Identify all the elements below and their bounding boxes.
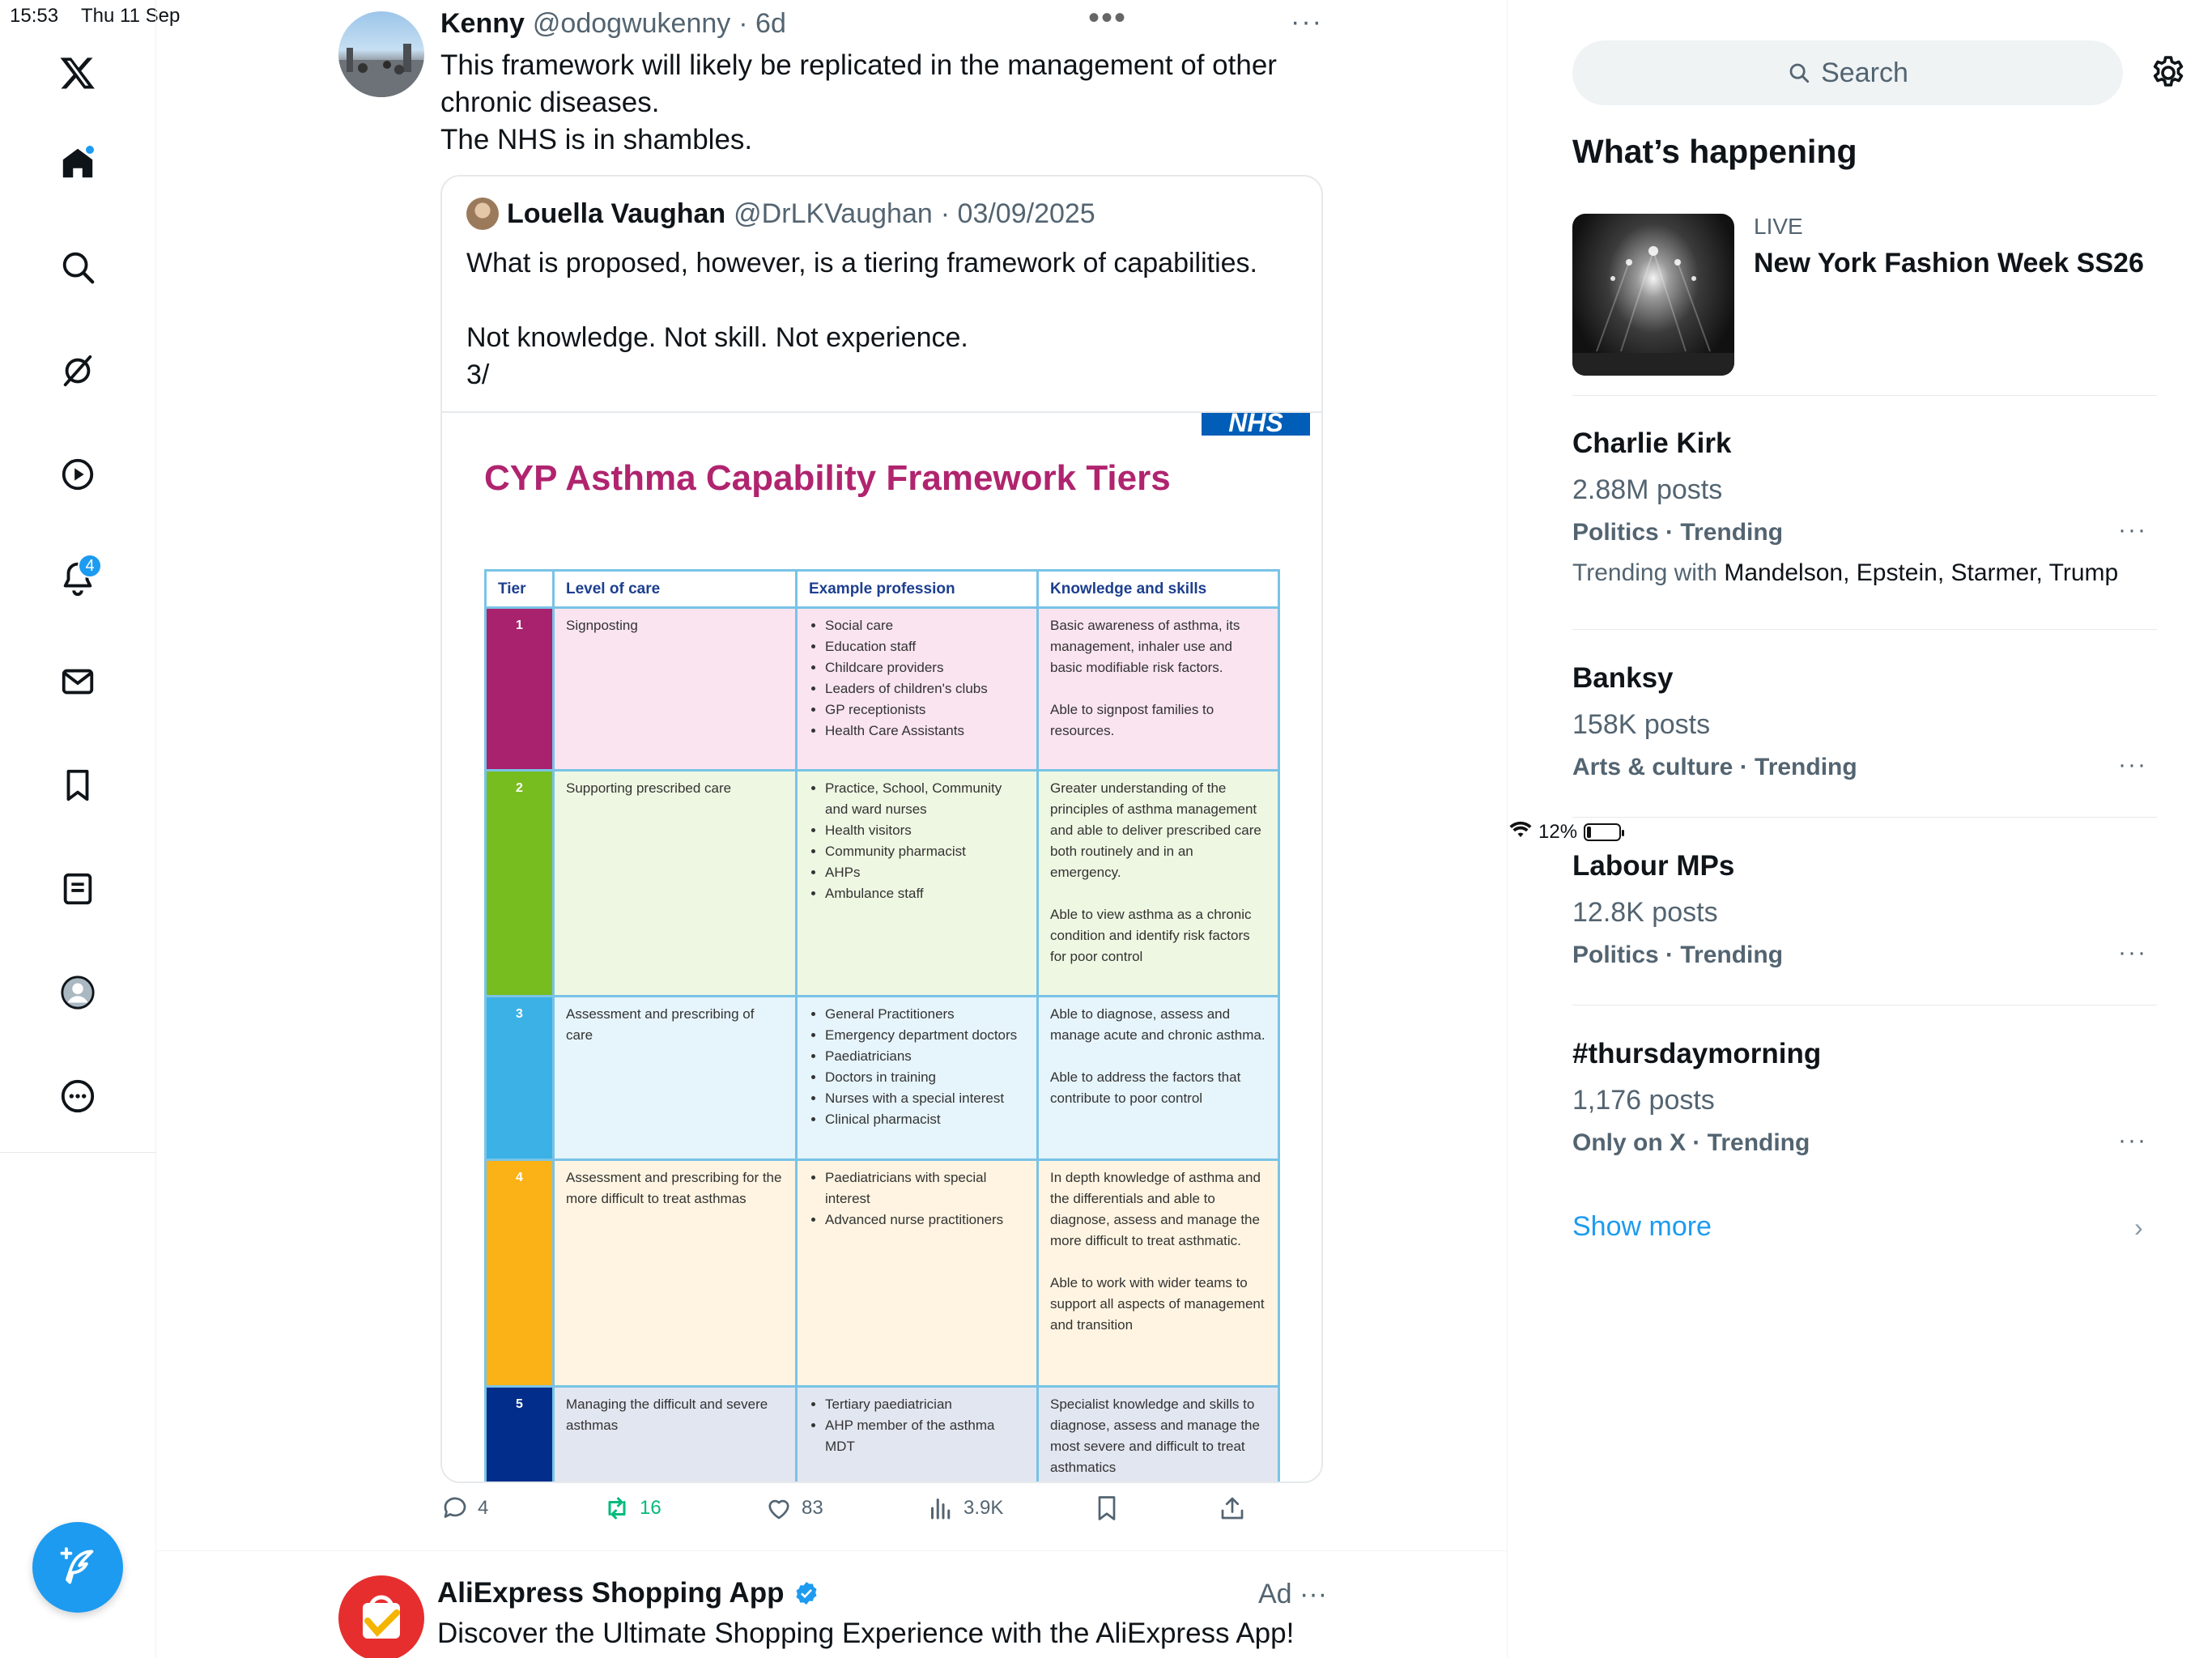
- profession-item: • Paediatricians with special interest: [825, 1167, 1025, 1209]
- repost-icon: [602, 1494, 632, 1523]
- trend-more-button[interactable]: ···: [2118, 751, 2147, 778]
- header-knowledge: Knowledge and skills: [1038, 571, 1279, 608]
- profession-item: • Practice, School, Community and ward nurses: [825, 778, 1025, 820]
- profession-item: • Nurses with a special interest: [825, 1088, 1025, 1109]
- tweet-author-handle[interactable]: @odogwukenny: [532, 8, 731, 39]
- tier-level-of-care: Supporting prescribed care: [554, 771, 797, 997]
- profession-item: • General Practitioners: [825, 1004, 1025, 1025]
- tweet-text: [440, 47, 1331, 159]
- like-button[interactable]: [764, 1494, 823, 1523]
- ad-label-text: Ad: [1258, 1579, 1292, 1609]
- compose-post-button[interactable]: [32, 1522, 123, 1613]
- knowledge-paragraph: Able to view asthma as a chronic condition and identify risk factors for poor control: [1050, 907, 1252, 964]
- explore-search-icon[interactable]: [53, 243, 102, 291]
- knowledge-paragraph: In depth knowledge of asthma and the differentials and able to diagnose, assess and manage the more difficult to treat asthmatic.: [1050, 1170, 1261, 1248]
- tier-number: 4: [486, 1160, 554, 1387]
- tier-level-of-care: Signposting: [554, 608, 797, 771]
- battery-percent: 12%: [1538, 821, 1578, 843]
- reply-button[interactable]: [440, 1494, 488, 1523]
- quoted-text-line: What is proposed, however, is a tiering framework of capabilities.: [466, 248, 1258, 278]
- share-button[interactable]: [1218, 1494, 1247, 1523]
- verified-badge-icon: [793, 1580, 819, 1606]
- home-icon[interactable]: [53, 139, 102, 188]
- profession-list: [809, 1167, 1025, 1231]
- reply-icon: [440, 1494, 470, 1523]
- framework-row: [486, 1160, 1279, 1387]
- nhs-logo: NHS: [1202, 413, 1310, 436]
- tier-number: 3: [486, 997, 554, 1160]
- quoted-text-line: Not knowledge. Not skill. Not experience.: [466, 322, 968, 353]
- profession-item: • Paediatricians: [825, 1046, 1025, 1067]
- tweet-time: · 6d: [738, 8, 786, 39]
- trend-posts: 2.88M posts: [1572, 474, 1723, 505]
- knowledge-paragraph: Specialist knowledge and skills to diagnose, assess and manage the most severe and difficult to treat asthmatics: [1050, 1397, 1260, 1475]
- tier-knowledge: [1038, 771, 1279, 997]
- profession-item: • Clinical pharmacist: [825, 1109, 1025, 1130]
- ad-text: Discover the Ultimate Shopping Experience with the AliExpress App!: [437, 1618, 1295, 1649]
- tweet[interactable]: [157, 0, 1508, 1551]
- tier-number: 2: [486, 771, 554, 997]
- tier-level-of-care: Assessment and prescribing of care: [554, 997, 797, 1160]
- trend-posts: 12.8K posts: [1572, 897, 1718, 928]
- framework-header-row: [486, 571, 1279, 608]
- bookmark-icon: [1092, 1494, 1121, 1523]
- profession-item: • Social care: [825, 615, 1025, 636]
- framework-title: CYP Asthma Capability Framework Tiers: [484, 458, 1171, 498]
- tier-level-of-care: Managing the difficult and severe asthmas: [554, 1387, 797, 1484]
- profile-avatar-icon[interactable]: [53, 968, 102, 1017]
- profession-item: • Emergency department doctors: [825, 1025, 1025, 1046]
- settings-gear-icon[interactable]: [2149, 53, 2188, 92]
- bookmarks-icon[interactable]: [53, 761, 102, 810]
- heart-icon: [764, 1494, 793, 1523]
- tier-number: 1: [486, 608, 554, 771]
- profession-list: [809, 1394, 1025, 1457]
- knowledge-paragraph: Able to diagnose, assess and manage acute and chronic asthma.: [1050, 1006, 1266, 1043]
- trend-item[interactable]: [1572, 850, 2157, 969]
- profession-item: • Community pharmacist: [825, 841, 1025, 862]
- timeline: [157, 0, 1508, 1658]
- framework-row: [486, 997, 1279, 1160]
- profession-item: • Doctors in training: [825, 1067, 1025, 1088]
- knowledge-paragraph: Able to signpost families to resources.: [1050, 702, 1214, 738]
- tweet-text-line: chronic diseases.: [440, 87, 660, 118]
- tweet-text-line: The NHS is in shambles.: [440, 124, 753, 155]
- share-icon: [1218, 1494, 1247, 1523]
- notifications-badge: 4: [78, 554, 102, 578]
- tier-professions: [797, 1160, 1038, 1387]
- bookmark-button[interactable]: [1092, 1494, 1121, 1523]
- reply-count: 4: [478, 1497, 489, 1519]
- quoted-author-handle: @DrLKVaughan: [734, 198, 933, 229]
- trend-more-button[interactable]: ···: [2118, 939, 2147, 966]
- tweet-header: [440, 8, 786, 40]
- separator: [1572, 817, 2157, 818]
- trend-with-label: Trending with: [1572, 559, 1717, 586]
- left-nav: [0, 0, 156, 1658]
- search-bar[interactable]: [1572, 40, 2123, 105]
- profession-item: • Ambulance staff: [825, 883, 1025, 904]
- top-handle-dots[interactable]: •••: [1088, 0, 1128, 36]
- live-event-thumbnail: [1572, 214, 1734, 376]
- quoted-author-name: Louella Vaughan: [507, 198, 726, 229]
- ad-account-name[interactable]: AliExpress Shopping App: [437, 1577, 785, 1609]
- messages-envelope-icon[interactable]: [53, 657, 102, 706]
- trend-category: Arts & culture · Trending: [1572, 754, 1857, 780]
- tier-level-of-care: Assessment and prescribing for the more difficult to treat asthmas: [554, 1160, 797, 1387]
- tweet-author-name[interactable]: Kenny: [440, 8, 525, 39]
- trend-with: [1572, 559, 2157, 587]
- profession-item: • Health Care Assistants: [825, 721, 1025, 742]
- grok-icon[interactable]: [53, 346, 102, 395]
- knowledge-paragraph: Basic awareness of asthma, its management, inhaler use and basic modifiable risk factors.: [1050, 618, 1240, 675]
- tier-number: 5: [486, 1387, 554, 1484]
- tweet-actions: [440, 1494, 1331, 1534]
- notifications-bell-icon[interactable]: [53, 554, 102, 602]
- views-chart-icon: [926, 1494, 955, 1523]
- profession-item: • Tertiary paediatrician: [825, 1394, 1025, 1415]
- trend-item[interactable]: [1572, 1038, 2157, 1157]
- trend-more-button[interactable]: ···: [2118, 1127, 2147, 1154]
- trend-item[interactable]: [1572, 662, 2157, 781]
- profession-list: [809, 615, 1025, 742]
- trend-title: Labour MPs: [1572, 850, 1735, 882]
- chevron-right-icon: ›: [2134, 1213, 2143, 1242]
- quoted-text-line: 3/: [466, 359, 490, 390]
- tier-knowledge: [1038, 997, 1279, 1160]
- quoted-tweet[interactable]: [440, 175, 1323, 1483]
- ad-more-button[interactable]: ···: [1300, 1579, 1328, 1609]
- header-tier: Tier: [486, 571, 554, 608]
- tweet-text-line: This framework will likely be replicated in the management of other: [440, 49, 1277, 81]
- search-icon: [1787, 61, 1811, 85]
- nav-divider: [0, 1152, 156, 1153]
- quoted-tweet-image[interactable]: [442, 411, 1323, 1483]
- trend-category: Only on X · Trending: [1572, 1129, 1810, 1156]
- tweet-more-button[interactable]: ···: [1291, 6, 1323, 37]
- trend-more-button[interactable]: ···: [2118, 517, 2147, 543]
- quoted-date: · 03/09/2025: [940, 198, 1095, 229]
- lists-icon[interactable]: [53, 865, 102, 913]
- live-label: LIVE: [1754, 214, 1803, 239]
- profession-list: [809, 1004, 1025, 1130]
- profession-item: • AHP member of the asthma MDT: [825, 1415, 1025, 1457]
- like-count: 83: [802, 1497, 823, 1519]
- repost-button[interactable]: [602, 1494, 661, 1523]
- framework-row: [486, 771, 1279, 997]
- live-event[interactable]: [1572, 214, 2212, 396]
- ad-tweet[interactable]: [157, 1551, 1508, 1658]
- tier-professions: [797, 608, 1038, 771]
- profession-item: • Childcare providers: [825, 657, 1025, 678]
- knowledge-paragraph: Greater understanding of the principles of asthma management and able to deliver prescribed care both routinely and in an emergency.: [1050, 780, 1261, 880]
- ad-label[interactable]: [1258, 1579, 1327, 1610]
- ad-account: [437, 1577, 819, 1609]
- trend-posts: 158K posts: [1572, 709, 1711, 740]
- framework-row: [486, 608, 1279, 771]
- tier-knowledge: [1038, 1387, 1279, 1484]
- profession-item: • Advanced nurse practitioners: [825, 1209, 1025, 1231]
- quoted-tweet-text: [466, 244, 1300, 393]
- tier-professions: [797, 997, 1038, 1160]
- status-time: 15:53: [10, 5, 59, 27]
- knowledge-paragraph: Able to address the factors that contribute to poor control: [1050, 1069, 1241, 1106]
- tier-professions: [797, 771, 1038, 997]
- trend-with-names: Mandelson, Epstein, Starmer, Trump: [1724, 559, 2119, 586]
- framework-row: [486, 1387, 1279, 1484]
- profession-item: • GP receptionists: [825, 699, 1025, 721]
- separator: [1572, 629, 2157, 630]
- profession-item: • Education staff: [825, 636, 1025, 657]
- repost-count: 16: [640, 1497, 661, 1519]
- trend-item[interactable]: [1572, 427, 2157, 587]
- home-unread-dot: [84, 144, 96, 155]
- tier-professions: [797, 1387, 1038, 1484]
- quoted-tweet-header: [466, 198, 1095, 230]
- trend-title: Charlie Kirk: [1572, 427, 1732, 459]
- trend-category: Politics · Trending: [1572, 519, 1784, 546]
- tier-knowledge: [1038, 1160, 1279, 1387]
- header-level: Level of care: [554, 571, 797, 608]
- search-placeholder: Search: [1821, 57, 1908, 88]
- tier-knowledge: [1038, 608, 1279, 771]
- live-title: New York Fashion Week SS26: [1754, 248, 2144, 278]
- video-play-icon[interactable]: [53, 450, 102, 499]
- trend-category: Politics · Trending: [1572, 942, 1784, 968]
- views-count: 3.9K: [963, 1497, 1004, 1519]
- views-button[interactable]: [926, 1494, 1003, 1523]
- trend-title: Banksy: [1572, 662, 1674, 694]
- knowledge-paragraph: Able to work with wider teams to support all aspects of management and transition: [1050, 1275, 1265, 1333]
- header-profession: Example profession: [797, 571, 1038, 608]
- profession-item: • Health visitors: [825, 820, 1025, 841]
- status-date: Thu 11 Sep: [81, 5, 181, 27]
- show-more-link[interactable]: Show more: [1572, 1211, 1712, 1242]
- tweet-author-avatar[interactable]: [338, 11, 424, 97]
- x-logo-icon[interactable]: [53, 49, 102, 97]
- whats-happening-title: What’s happening: [1572, 133, 1857, 170]
- profession-item: • Leaders of children's clubs: [825, 678, 1025, 699]
- profession-list: [809, 778, 1025, 904]
- framework-table: [484, 569, 1280, 1483]
- quoted-text-line: [466, 282, 1300, 319]
- more-circle-icon[interactable]: [53, 1072, 102, 1120]
- separator: [1572, 395, 2157, 396]
- profession-item: • AHPs: [825, 862, 1025, 883]
- trend-posts: 1,176 posts: [1572, 1085, 1715, 1116]
- aliexpress-logo-icon[interactable]: [338, 1575, 424, 1658]
- compose-feather-icon: [57, 1546, 99, 1588]
- trend-title: #thursdaymorning: [1572, 1038, 1822, 1069]
- right-sidebar: [1509, 0, 2212, 1658]
- quoted-author-avatar: [466, 198, 499, 230]
